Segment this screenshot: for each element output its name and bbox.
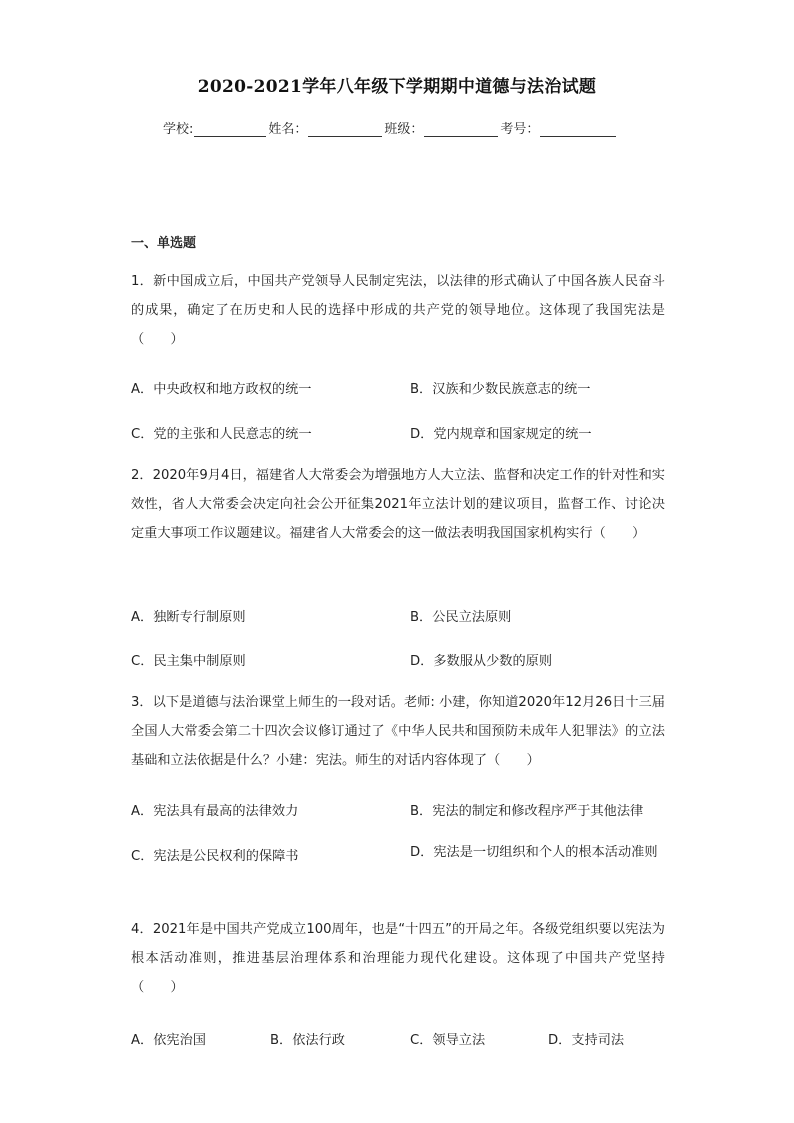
school-blank — [194, 122, 266, 137]
student-info-line — [163, 118, 618, 137]
question-4-option-a: A．依宪治国 — [131, 1033, 206, 1048]
question-2-option-d: D．多数服从少数的原则 — [410, 654, 553, 669]
question-3-stem: 3．以下是道德与法治课堂上师生的一段对话。老师: 小建，你知道2020年12月26日十三届全国人大常委会第二十四次会议修订通过了《中华人民共和国预防未成年人犯罪法》的立法基础和立法依据是什么？小建：宪法。师生的对话内容体现了（ ） — [131, 695, 665, 768]
question-3-option-d: D．宪法是一切组织和个人的根本活动准则 — [410, 845, 658, 860]
question-1-option-c: C．党的主张和人民意志的统一 — [131, 427, 312, 442]
question-2-option-a: A．独断专行制原则 — [131, 610, 246, 625]
question-4-option-d: D．支持司法 — [548, 1033, 625, 1048]
page-title: 2020-2021学年八年级下学期期中道德与法治试题 — [197, 77, 597, 97]
section-heading: 一、单选题 — [131, 236, 197, 251]
question-2-option-b: B．公民立法原则 — [410, 610, 512, 625]
question-4-stem: 4．2021年是中国共产党成立100周年，也是“十四五”的开局之年。各级党组织要以宪法为根本活动准则，推进基层治理体系和治理能力现代化建设。这体现了中国共产党坚持（ ） — [131, 922, 665, 995]
number-blank — [540, 122, 616, 137]
question-1-stem: 1．新中国成立后，中国共产党领导人民制定宪法，以法律的形式确认了中国各族人民奋斗的成果，确定了在历史和人民的选择中形成的共产党的领导地位。这体现了我国宪法是（ ） — [131, 274, 665, 347]
question-1-option-b: B．汉族和少数民族意志的统一 — [410, 382, 591, 397]
question-3-option-c: C．宪法是公民权利的保障书 — [131, 849, 299, 864]
name-label: 姓名： — [268, 122, 308, 137]
question-2-option-c: C．民主集中制原则 — [131, 654, 246, 669]
question-1-option-d: D．党内规章和国家规定的统一 — [410, 427, 592, 442]
class-blank — [424, 122, 498, 137]
question-2-stem: 2．2020年9月4日，福建省人大常委会为增强地方人大立法、监督和决定工作的针对性和实效性，省人大常委会决定向社会公开征集2021年立法计划的建议项目，监督工作、讨论决定重大事项工作议题建议。福建省人大常委会的这一做法表明我国国家机构实行（ ） — [131, 468, 665, 541]
name-blank — [308, 122, 382, 137]
question-3-option-b: B．宪法的制定和修改程序严于其他法律 — [410, 804, 644, 819]
number-label: 考号： — [500, 122, 540, 137]
question-4-option-b: B．依法行政 — [270, 1033, 345, 1048]
question-4-option-c: C．领导立法 — [410, 1033, 486, 1048]
question-3-option-a: A．宪法具有最高的法律效力 — [131, 804, 299, 819]
question-1-option-a: A．中央政权和地方政权的统一 — [131, 382, 312, 397]
class-label: 班级： — [384, 122, 424, 137]
school-label: 学校: — [163, 122, 194, 137]
